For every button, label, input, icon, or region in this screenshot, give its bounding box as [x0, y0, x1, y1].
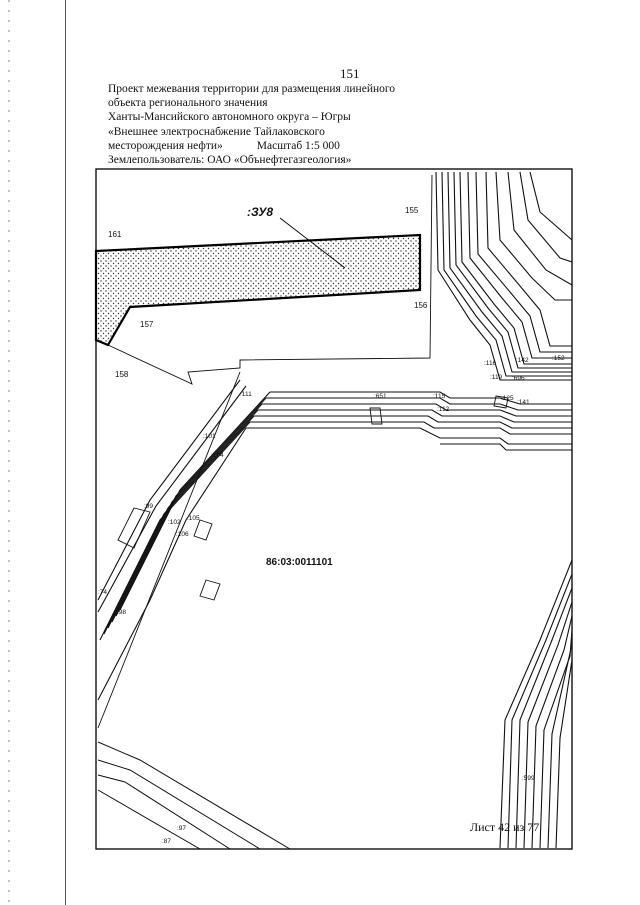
parcel-152: :152: [552, 355, 565, 362]
header-line-1: Проект межевания территории для размещения линейного: [108, 83, 396, 95]
parcel-105: :105: [187, 515, 200, 522]
header-line-2: объекта регионального значения: [108, 97, 268, 110]
parcel-116: :116: [484, 360, 497, 367]
point-161: 161: [108, 230, 122, 239]
parcel-97: :97: [177, 825, 187, 832]
parcel-98: :98: [117, 609, 127, 616]
point-157: 157: [140, 320, 154, 329]
parcel-141: :141: [517, 399, 530, 406]
point-155: 155: [405, 206, 419, 215]
utility-corridor-ne: [436, 172, 572, 380]
parcel-99: :99: [144, 503, 154, 510]
plot-label: :ЗУ8: [247, 205, 274, 219]
parcel-651: :651: [374, 393, 387, 400]
parcel-142: :142: [516, 357, 529, 364]
point-156: 156: [414, 301, 428, 310]
parcel-87: :87: [162, 838, 172, 845]
parcel-101: :101: [203, 433, 216, 440]
utility-corridor-se: [500, 560, 572, 848]
parcel-115: :115: [433, 393, 446, 400]
utility-corridor-diagonal: [98, 380, 270, 700]
parcel-599: :599: [522, 775, 535, 782]
cadastral-block-number: 86:03:0011101: [266, 557, 333, 568]
point-158: 158: [115, 370, 129, 379]
parcel-112: :112: [437, 406, 450, 413]
page-number: 151: [340, 66, 360, 81]
parcel-74: :74: [98, 589, 108, 596]
header-land-user: Землепользователь: ОАО «Обънефтегазгеология»: [108, 154, 352, 167]
header-line-4: «Внешнее электроснабжение Тайлаковского: [108, 125, 325, 138]
header-line-3: Ханты-Мансийского автономного округа – Югры: [108, 111, 351, 124]
parcel-102: :102: [168, 519, 181, 526]
map-scale: Масштаб 1:5 000: [256, 139, 340, 152]
parcel-696: :696: [512, 375, 525, 382]
parcel-119: :119: [490, 374, 503, 381]
parcel-106: :106: [176, 531, 189, 538]
road-edge-line: [98, 372, 240, 728]
parcel-104: :104: [211, 452, 224, 459]
sheet-number: Лист 42 из 77: [470, 820, 540, 834]
parcel-125: :125: [501, 395, 514, 402]
header-project-name-end: месторождения нефти»: [108, 139, 223, 152]
parcel-111: :111: [240, 391, 252, 398]
southwest-lines: [98, 742, 290, 849]
